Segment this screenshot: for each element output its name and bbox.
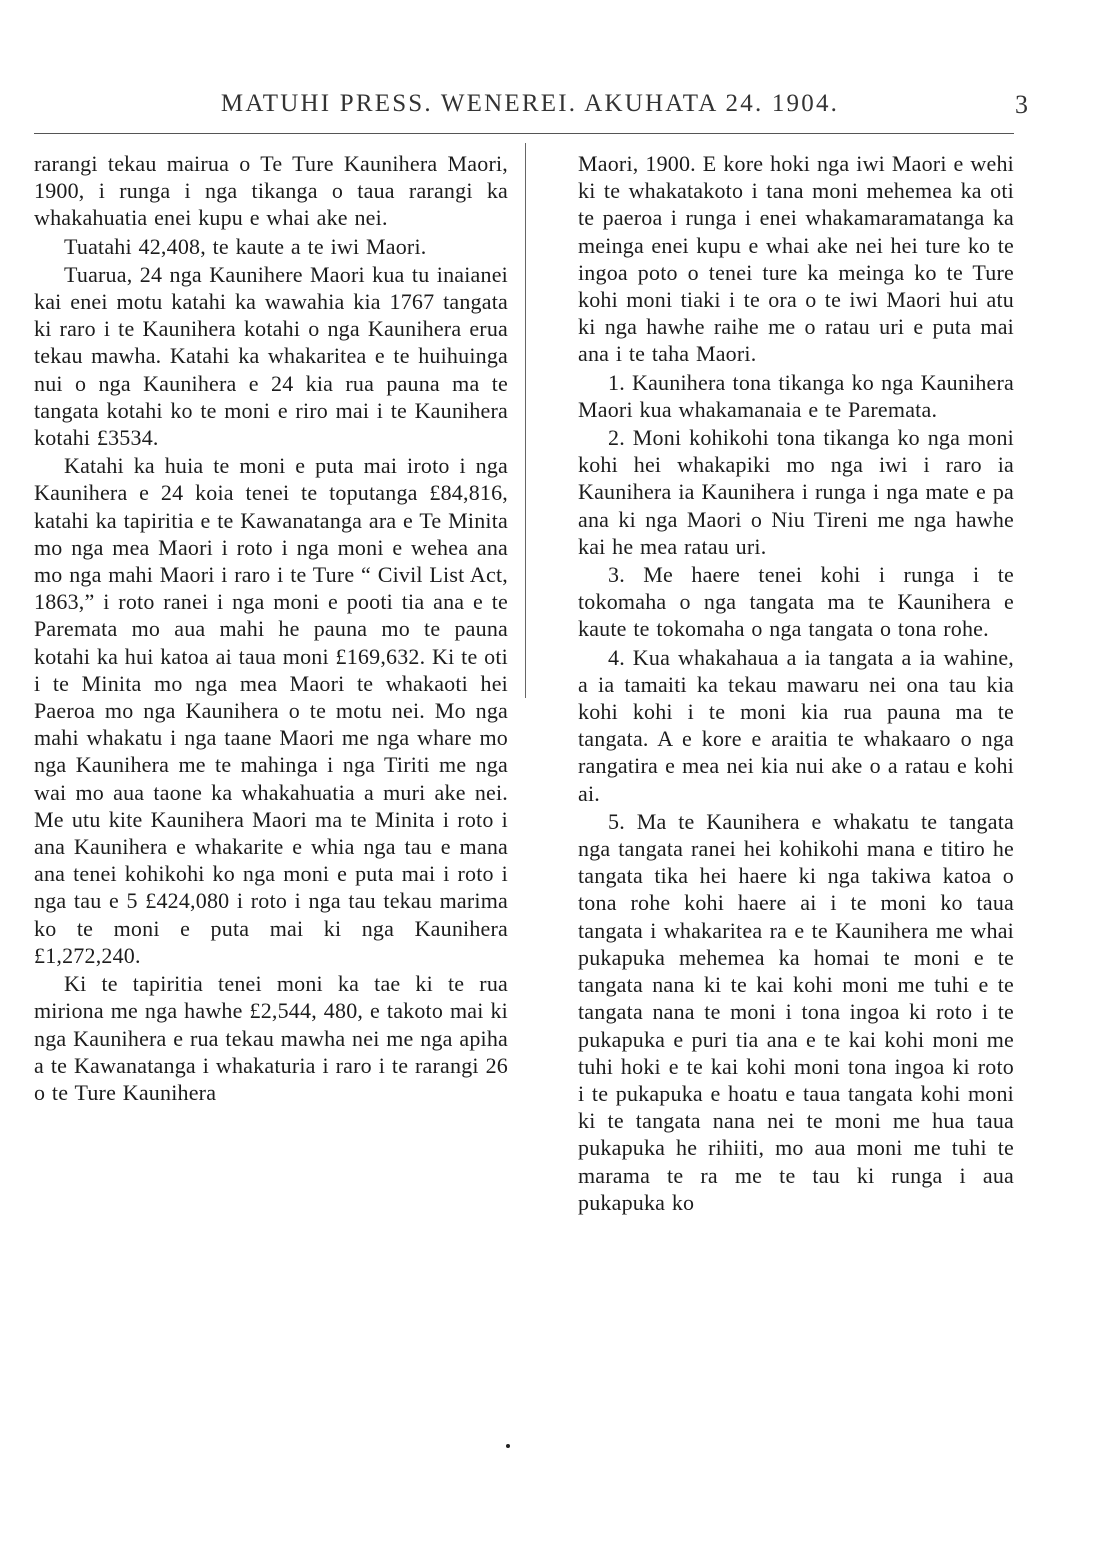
ink-speck xyxy=(506,1444,510,1448)
paragraph: Ki te tapiritia tenei moni ka tae ki te rua miriona me nga hawhe £2,544, 480, e takoto mai ki nga Kaunihera e rua tekau mawha nei me nga apiha a te Kawanatanga i whakaturia i raro i te rarangi 26 o te Ture Kaunihera xyxy=(34,971,508,1105)
paragraph: Tuarua, 24 nga Kaunihere Maori kua tu inaianei kai enei motu katahi ka wawahia kia 1767 tangata ki raro i te Kaunihera kotahi o nga Kaunihera erua tekau mawha. Katahi ka whakaritea e te huihuinga nui o nga Kaunihera e 24 kia rua pauna ma te tangata kotahi ko te moni e riro mai i te Kaunihera kotahi £3534. xyxy=(34,261,508,451)
paragraph: Katahi ka huia te moni e puta mai iroto i nga Kaunihera e 24 koia tenei te toputanga £84,816, katahi ka tapiritia e te Kawanatanga ara e Te Minita mo nga mea Maori i roto i nga moni e wehea ana mo nga mahi Maori i raro i te Ture “ Civil List Act, 1863,” i roto ranei i nga moni e pooti tia ana e te Paremata mo aua mahi he pauna mo te pauna kotahi ka hui katoa ai taua moni £169,632. Ki te oti i te Minita mo nga mea Maori te whakaoti hei Paeroa mo nga Kaunihera o te motu nei. Mo nga mahi whakatu i nga taane Maori me nga whare mo nga Kaunihera me te mahinga i nga Tiriti me nga wai mo aua taone ka whakahuatia a muri ake nei. Me utu kite Kaunihera Maori ma te Minita i roto i ana Kaunihera e whakarite e whia nga tau e mana ana tenei kohikohi ko nga moni e puta mai i roto i nga tau e 5 £424,080 i roto i nga tau tekau marima ko te moni e puta mai ki nga Kaunihera £1,272,240. xyxy=(34,453,508,968)
paragraph: Tuatahi 42,408, te kaute a te iwi Maori. xyxy=(64,233,427,259)
paragraph: 2. Moni kohikohi tona tikanga ko nga moni kohi hei whakapiki mo nga iwi i raro ia Kaunihera ia Kaunihera i runga i nga mate e pa ana ki nga Maori o Niu Tireni me nga hawhe kai he mea ratau uri. xyxy=(578,425,1014,559)
paragraph: Maori, 1900. E kore hoki nga iwi Maori e wehi ki te whakatakoto i tana moni mehemea ka oti te paeroa i runga i enei whakamaramatanga ka meinga enei kupu e whai ake nei hei ture ko te ingoa poto o tenei ture ka meinga ko te Ture kohi moni tiaki i te ora o te iwi Maori hui atu ki nga hawhe raihe me o ratau uri e puta mai ana i te taha Maori. xyxy=(578,151,1014,367)
header-rule xyxy=(34,133,1014,134)
paragraph: 1. Kaunihera tona tikanga ko nga Kaunihera Maori kua whakamanaia e te Paremata. xyxy=(578,369,1014,422)
page-number: 3 xyxy=(1015,90,1028,119)
left-column xyxy=(34,150,508,1107)
right-column xyxy=(578,150,1014,1217)
paragraph: rarangi tekau mairua o Te Ture Kaunihera Maori, 1900, i runga i nga tikanga o taua rarangi ka whakahuatia enei kupu e whai ake nei. xyxy=(34,151,508,231)
column-divider xyxy=(525,143,526,698)
page-header xyxy=(0,88,1114,128)
paragraph: 5. Ma te Kaunihera e whakatu te tangata nga tangata ranei hei kohikohi mana e titiro he tangata tika hei haere ki nga takiwa katoa o tona rohe kohi haere ai i te moni ko taua tangata i whakaritea ra e te Kaunihera me whai pukapuka mehemea ka homai te moni e te tangata nana ki te kai kohi moni me tuhi e te tangata nana te moni i tona ingoa ki roto i te pukapuka e puri tia ana e te kai kohi moni me tuhi hoki e te kai kohi moni tona ingoa ki roto i te pukapuka e hoatu e taua tangata kohi moni ki te tangata nana nei te moni me hua taua pukapuka he rihiiti, mo aua moni me tuhi te marama te ra me te tau ki runga i aua pukapuka ko xyxy=(578,808,1014,1215)
newspaper-title: MATUHI PRESS. WENEREI. AKUHATA 24. 1904. xyxy=(220,90,840,117)
paragraph: 3. Me haere tenei kohi i runga i te tokomaha o nga tangata ma te Kaunihera e kaute te tokomaha o nga tangata o tona rohe. xyxy=(578,562,1014,642)
paragraph: 4. Kua whakahaua a ia tangata a ia wahine, a ia tamaiti ka tekau mawaru nei ona tau kia kohi kohi i te moni kia rua pauna ma te tangata. A e kore e araitia te whakaaro o nga rangatira e mea nei kia nui ake o a ratau e kohi ai. xyxy=(578,644,1014,806)
